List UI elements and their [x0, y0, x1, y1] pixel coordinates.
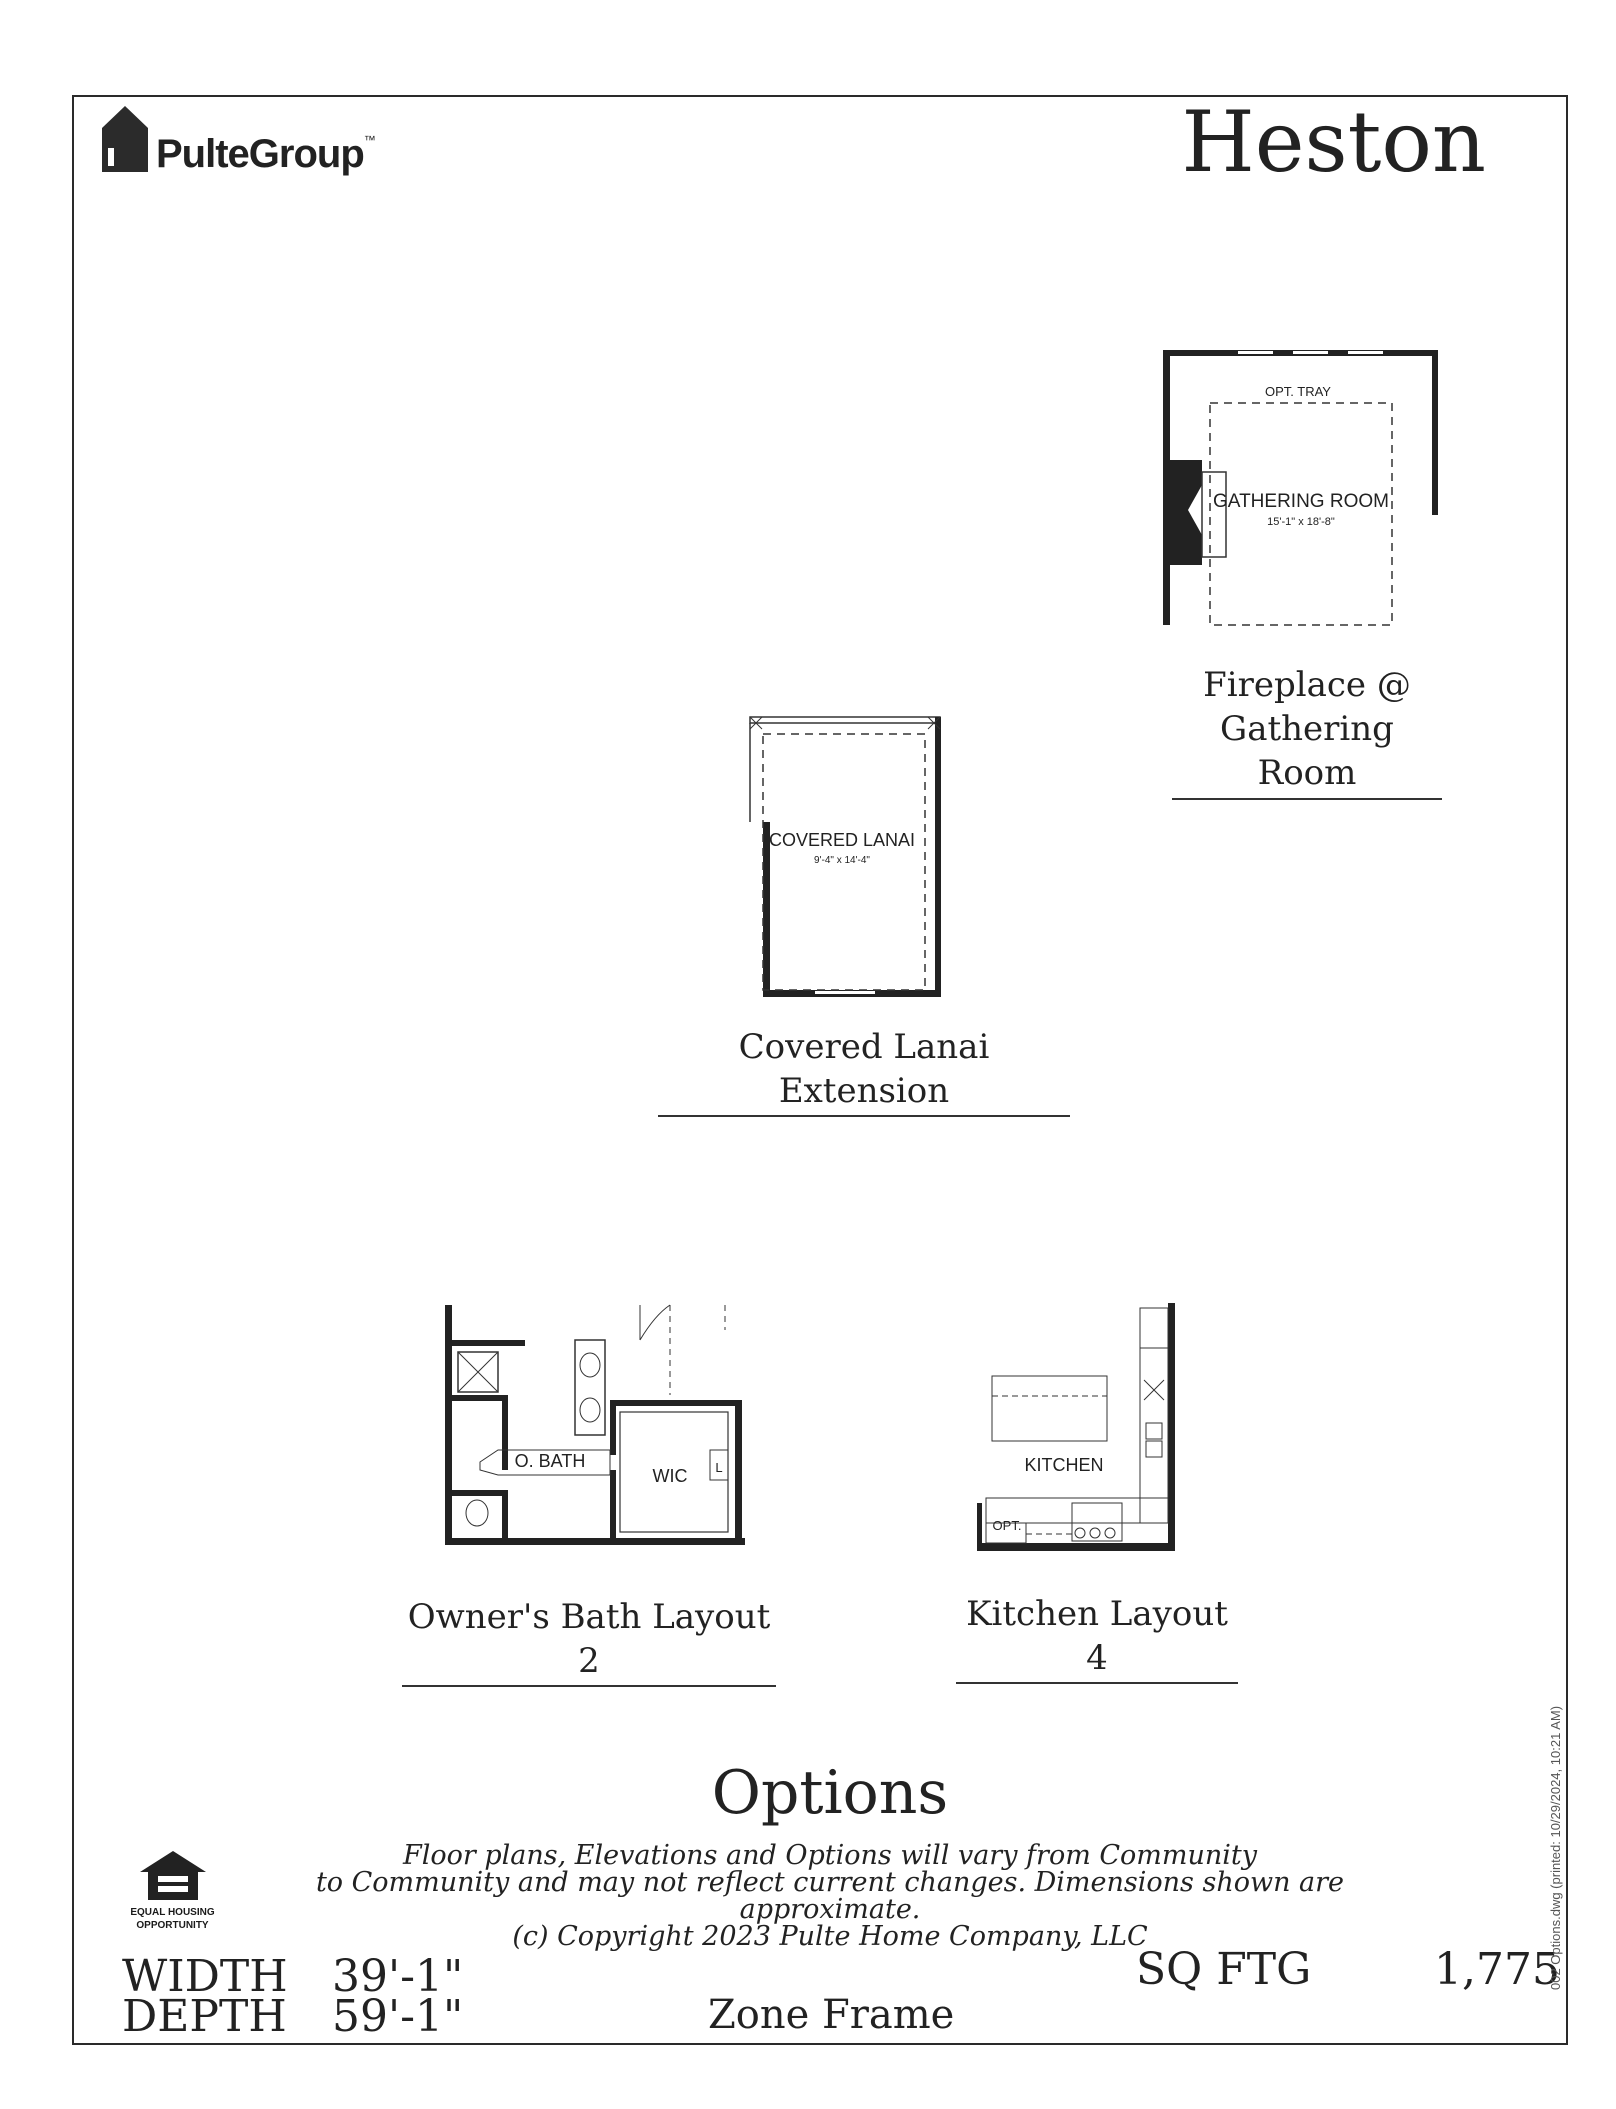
depth-value: 59'-1": [332, 1991, 464, 2042]
gathering-room-size: 15'-1" x 18'-8": [1267, 516, 1335, 528]
depth-label: DEPTH: [122, 1991, 287, 2042]
kitchen-label: KITCHEN: [1024, 1455, 1104, 1475]
opt-tray-label: OPT. TRAY: [1265, 384, 1331, 399]
kitchen-plan: [972, 1298, 1217, 1558]
house-logo-icon: [100, 104, 150, 174]
caption-fireplace: Fireplace @ Gathering Room: [1172, 663, 1442, 800]
eho-line1: EQUAL HOUSING: [130, 1907, 215, 1918]
plan-name: Heston: [1181, 93, 1486, 191]
gathering-room-label: GATHERING ROOM: [1213, 491, 1389, 512]
equal-housing-icon: [138, 1848, 208, 1903]
pultegroup-logo: [100, 104, 375, 174]
sqft-value: 1,775: [1434, 1944, 1560, 1995]
file-print-note: 002 Options.dwg (printed: 10/29/2024, 10:21 AM): [1548, 1705, 1563, 1990]
sqft-label: SQ FTG: [1136, 1944, 1312, 1995]
covered-lanai-plan: [745, 712, 945, 1002]
owners-bath-plan: [440, 1300, 750, 1550]
wic-label: WIC: [652, 1466, 688, 1486]
brand-name: PulteGroup™: [156, 132, 375, 176]
width-value: 39'-1": [332, 1951, 464, 2002]
options-heading: Options: [711, 1758, 949, 1828]
caption-owners-bath: Owner's Bath Layout 2: [402, 1595, 776, 1687]
caption-kitchen: Kitchen Layout 4: [956, 1592, 1238, 1684]
zone-frame: Zone Frame: [708, 1992, 955, 2038]
kitchen-opt-label: OPT.: [992, 1518, 1022, 1533]
covered-lanai-label: COVERED LANAI: [768, 830, 916, 850]
fireplace-plan: [1158, 345, 1448, 630]
equal-housing-logo: [120, 1848, 225, 1932]
owners-bath-label: O. BATH: [514, 1451, 586, 1471]
linen-label: L: [715, 1460, 723, 1475]
disclaimer: Floor plans, Elevations and Options will vary from Community to Community and may not reflect current changes. Dimensions shown are approximate. (c) Copyright 2023 Pulte Home Company, LLC: [315, 1840, 1345, 1952]
eho-line2: OPPORTUNITY: [136, 1919, 209, 1931]
caption-covered-lanai: Covered Lanai Extension: [658, 1025, 1070, 1117]
covered-lanai-size: 9'-4" x 14'-4": [814, 855, 870, 866]
width-label: WIDTH: [122, 1951, 288, 2002]
